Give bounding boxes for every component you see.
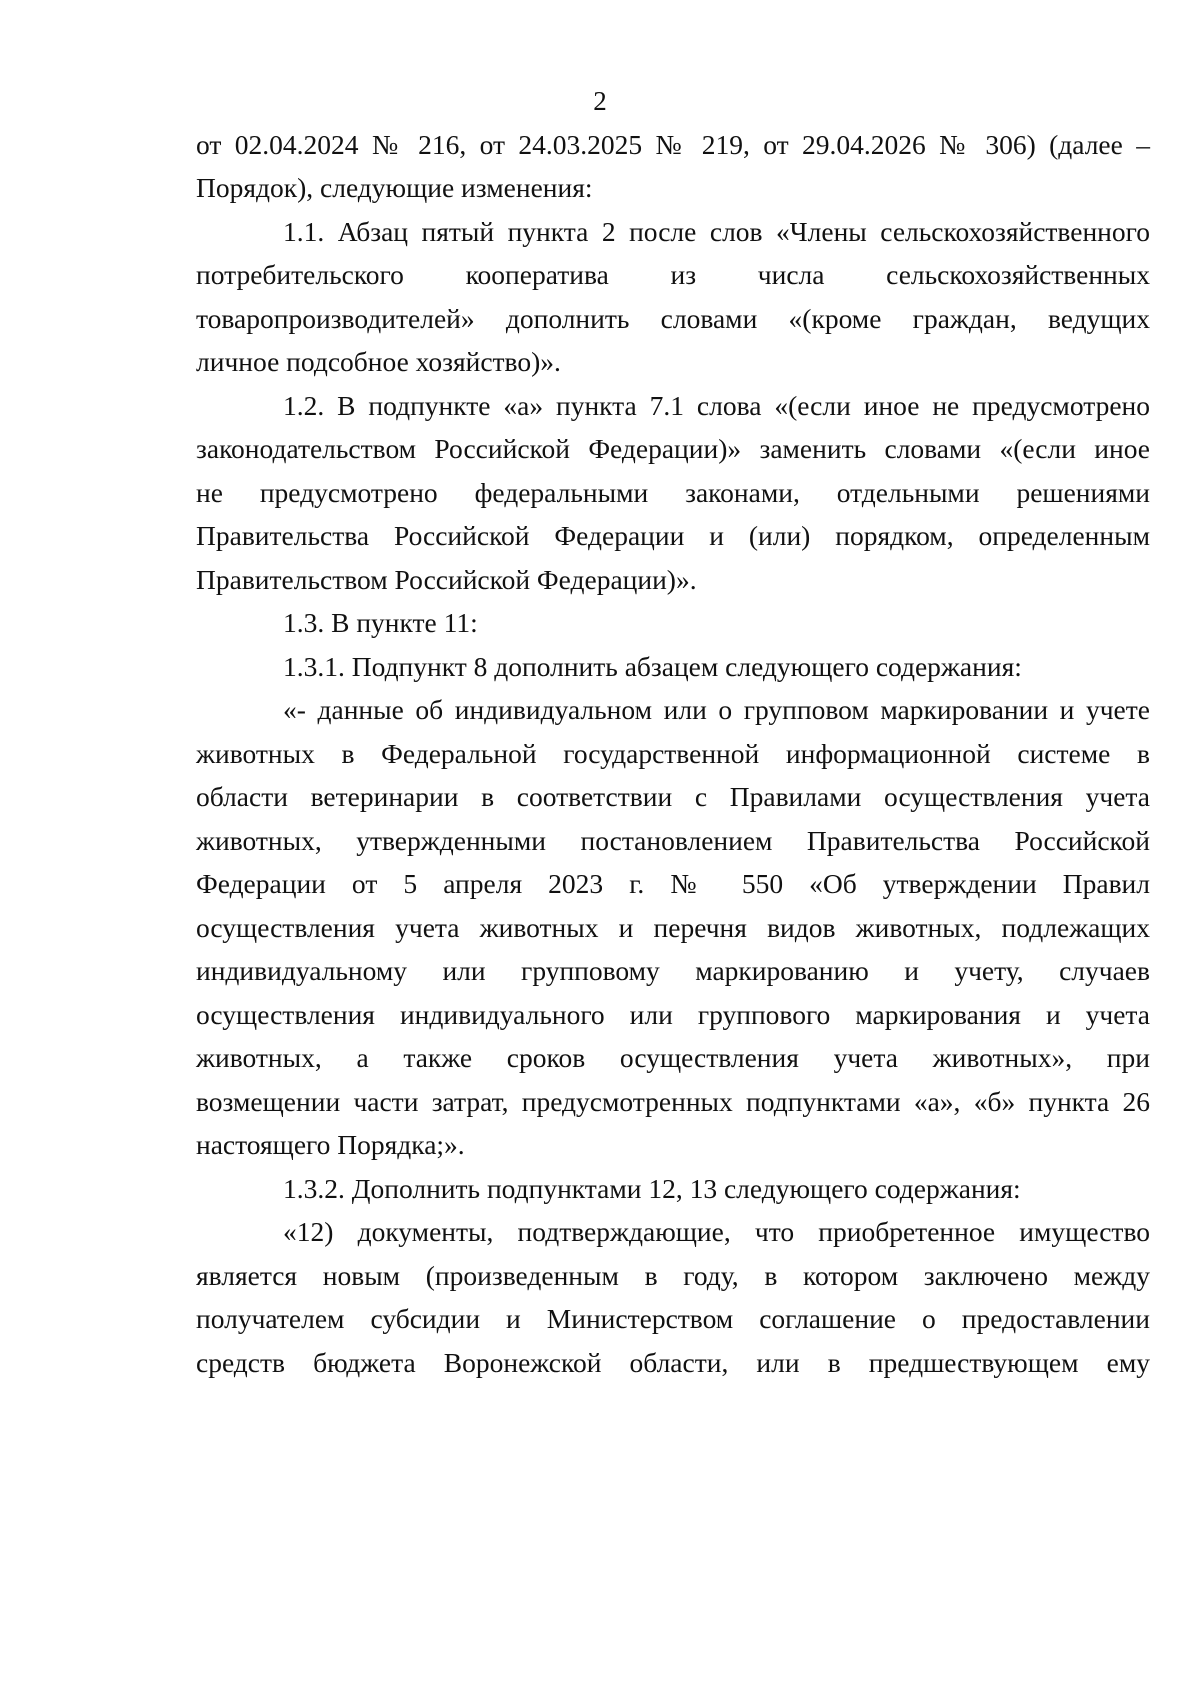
text-line: 1.1. Абзац пятый пункта 2 после слов «Члены сельскохозяйственного — [283, 216, 1150, 247]
text-line: 1.3. В пункте 11: — [283, 607, 478, 638]
text-line: получателем субсидии и Министерством соглашение о предоставлении — [196, 1303, 1150, 1334]
text-line: не предусмотрено федеральными законами, отдельными решениями — [196, 477, 1150, 508]
text-line: осуществления учета животных и перечня видов животных, подлежащих — [196, 912, 1150, 943]
text-line: Порядок), следующие изменения: — [196, 172, 593, 203]
text-line: потребительского кооператива из числа сельскохозяйственных — [196, 259, 1150, 290]
text-line: Федерации от 5 апреля 2023 г. № 550 «Об утверждении Правил — [196, 868, 1150, 899]
text-line: индивидуальному или групповому маркированию и учету, случаев — [196, 955, 1150, 986]
text-line: Правительства Российской Федерации и (или) порядком, определенным — [196, 520, 1150, 551]
text-line: личное подсобное хозяйство)». — [196, 346, 561, 377]
text-line: средств бюджета Воронежской области, или в предшествующем ему — [196, 1347, 1150, 1378]
text-line: осуществления индивидуального или группового маркирования и учета — [196, 999, 1150, 1030]
text-line: 1.3.2. Дополнить подпунктами 12, 13 следующего содержания: — [283, 1173, 1021, 1204]
text-line: области ветеринарии в соответствии с Правилами осуществления учета — [196, 781, 1150, 812]
text-line: товаропроизводителей» дополнить словами «(кроме граждан, ведущих — [196, 303, 1150, 334]
text-line: является новым (произведенным в году, в котором заключено между — [196, 1260, 1150, 1291]
text-line: настоящего Порядка;». — [196, 1129, 465, 1160]
text-line: от 02.04.2024 № 216, от 24.03.2025 № 219, от 29.04.2026 № 306) (далее – — [196, 129, 1150, 160]
text-line: «12) документы, подтверждающие, что приобретенное имущество — [283, 1216, 1150, 1247]
text-line: «- данные об индивидуальном или о групповом маркировании и учете — [283, 694, 1150, 725]
page-number: 2 — [593, 86, 607, 116]
text-line: животных в Федеральной государственной информационной системе в — [196, 738, 1150, 769]
text-line: животных, утвержденными постановлением Правительства Российской — [196, 825, 1150, 856]
text-line: 1.3.1. Подпункт 8 дополнить абзацем следующего содержания: — [283, 651, 1022, 682]
text-line: 1.2. В подпункте «а» пункта 7.1 слова «(если иное не предусмотрено — [283, 390, 1150, 421]
text-line: законодательством Российской Федерации)» заменить словами «(если иное — [196, 433, 1150, 464]
text-line: Правительством Российской Федерации)». — [196, 564, 697, 595]
text-line: возмещении части затрат, предусмотренных подпунктами «а», «б» пункта 26 — [196, 1086, 1150, 1117]
text-line: животных, а также сроков осуществления учета животных», при — [196, 1042, 1150, 1073]
